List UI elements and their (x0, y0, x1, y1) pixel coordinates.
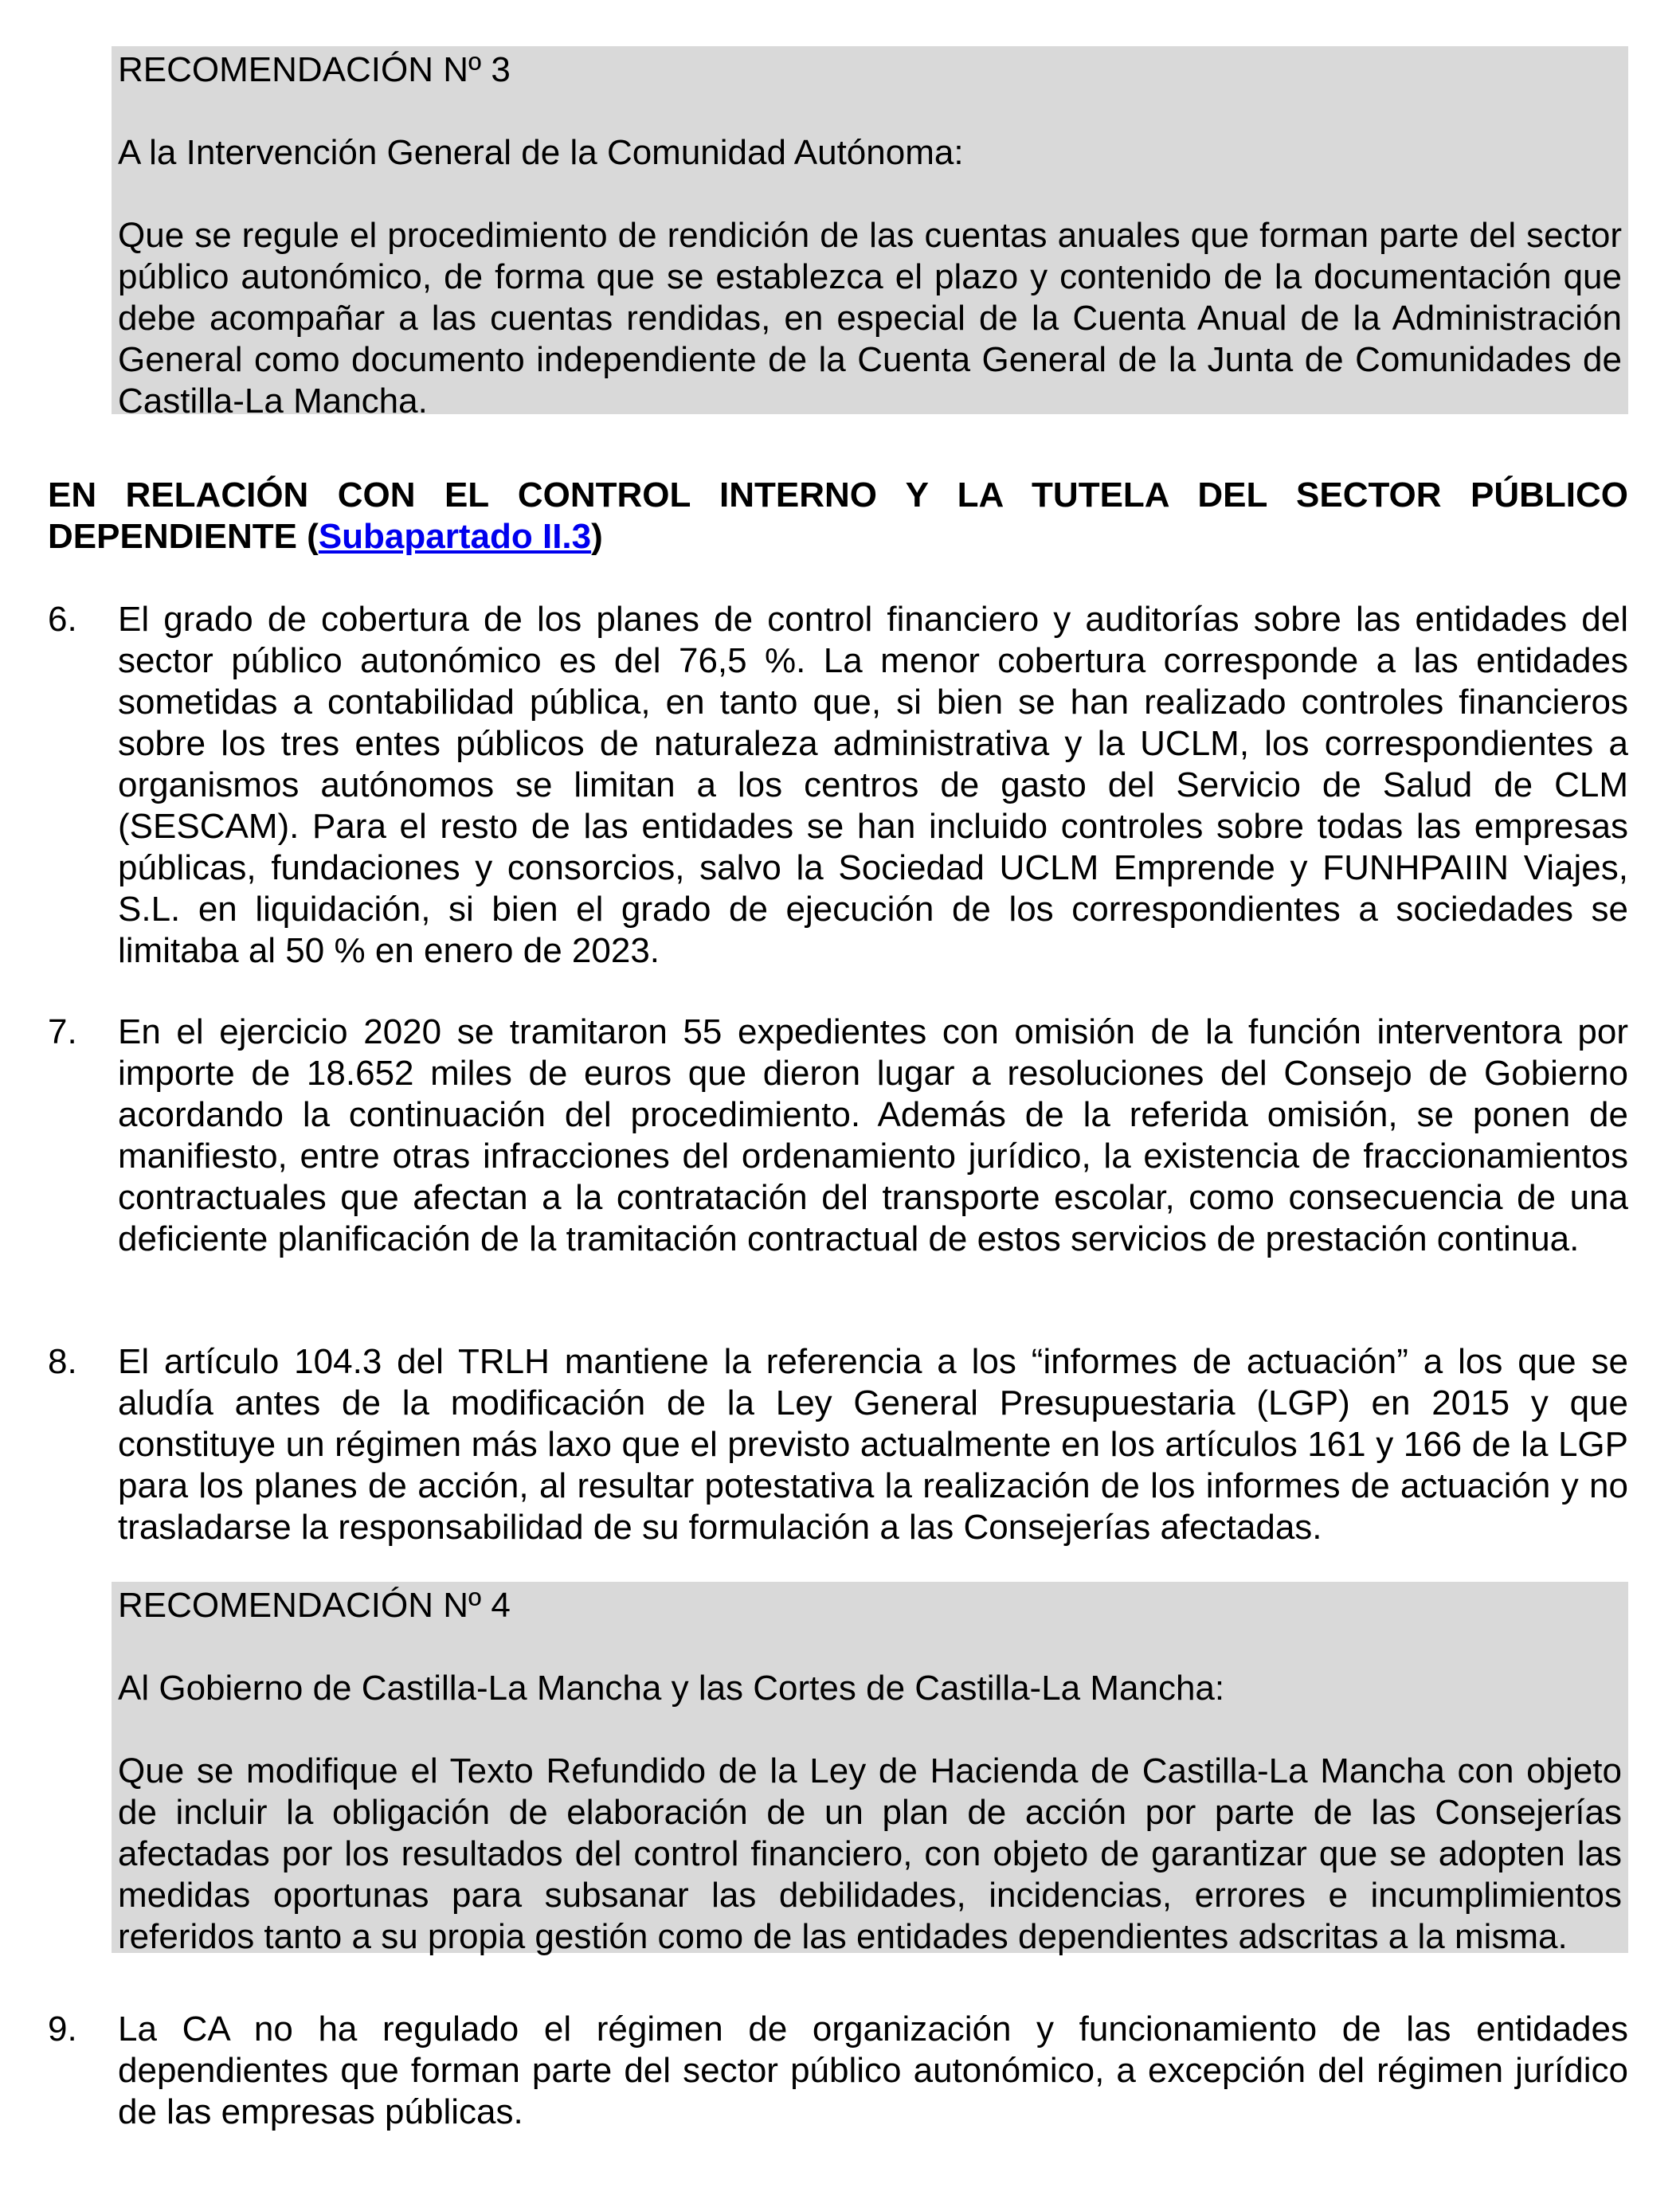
recommendation-4-box (112, 1582, 1628, 1956)
item-text: El artículo 104.3 del TRLH mantiene la referencia a los “informes de actuación” a los que se aludía antes de la modificación de la Ley General Presupuestaria (LGP) en 2015 y que constituye un régimen más laxo que el previsto actualmente en los artículos 161 y 166 de la LGP para los planes de acción, al resultar potestativa la realización de los informes de actuación y no trasladarse la responsabilidad de su formulación a las Consejerías afectadas. (118, 1342, 1628, 1547)
recommendation-4-addressee: Al Gobierno de Castilla-La Mancha y las Cortes de Castilla-La Mancha: (118, 1669, 1225, 1708)
recommendation-3-text: Que se regule el procedimiento de rendición de las cuentas anuales que forman parte del sector público autonómico, de forma que se establezca el plazo y contenido de la documentación que debe acompañar a las cuentas rendidas, en especial de la Cuenta Anual de la Administración General como documento independiente de la Cuenta General de la Junta de Comunidades de Castilla-La Mancha. (118, 216, 1622, 421)
item-number: 9. (48, 2009, 77, 2049)
recommendation-4-title: RECOMENDACIÓN Nº 4 (118, 1586, 511, 1625)
item-number: 6. (48, 600, 77, 639)
item-number: 8. (48, 1342, 77, 1381)
recommendation-4-text: Que se modifique el Texto Refundido de la Ley de Hacienda de Castilla-La Mancha con objeto de incluir la obligación de elaboración de un plan de acción por parte de las Consejerías afectadas por los resultados del control financiero, con objeto de garantizar que se adopten las medidas oportunas para subsanar las debilidades, incidencias, errores e incumplimientos referidos tanto a su propia gestión como de las entidades dependientes adscritas a la misma. (118, 1751, 1622, 1956)
item-text: En el ejercicio 2020 se tramitaron 55 expedientes con omisión de la función interventora por importe de 18.652 miles de euros que dieron lugar a resoluciones del Consejo de Gobierno acordando la continuación del procedimiento. Además de la referida omisión, se ponen de manifiesto, entre otras infracciones del ordenamiento jurídico, la existencia de fraccionamientos contractuales que afectan a la contratación del transporte escolar, como consecuencia de una deficiente planificación de la tramitación contractual de estos servicios de prestación continua. (118, 1012, 1628, 1258)
item-text: El grado de cobertura de los planes de control financiero y auditorías sobre las entidades del sector público autonómico es del 76,5 %. La menor cobertura corresponde a las entidades sometidas a contabilidad pública, en tanto que, si bien se han realizado controles financieros sobre los tres entes públicos de naturaleza administrativa y la UCLM, los correspondientes a organismos autónomos se limitan a los centros de gasto del Servicio de Salud de CLM (SESCAM). Para el resto de las entidades se han incluido controles sobre todas las empresas públicas, fundaciones y consorcios, salvo la Sociedad UCLM Emprende y FUNHPAIIN Viajes, S.L. en liquidación, si bien el grado de ejecución de los correspondientes a sociedades se limitaba al 50 % en enero de 2023. (118, 600, 1628, 970)
recommendation-3-addressee: A la Intervención General de la Comunidad Autónoma: (118, 133, 964, 172)
item-number: 7. (48, 1012, 77, 1051)
item-text: La CA no ha regulado el régimen de organización y funcionamiento de las entidades dependientes que forman parte del sector público autonómico, a excepción del régimen jurídico de las empresas públicas. (118, 2009, 1628, 2131)
section-heading-text: EN RELACIÓN CON EL CONTROL INTERNO Y LA TUTELA DEL SECTOR PÚBLICO DEPENDIENTE ( (48, 475, 1628, 556)
section-heading-close: ) (591, 517, 603, 556)
subapartado-link[interactable]: Subapartado II.3 (318, 517, 592, 556)
section-heading (48, 475, 1628, 558)
recommendation-3-title: RECOMENDACIÓN Nº 3 (118, 50, 511, 89)
recommendation-3-box (112, 46, 1628, 421)
